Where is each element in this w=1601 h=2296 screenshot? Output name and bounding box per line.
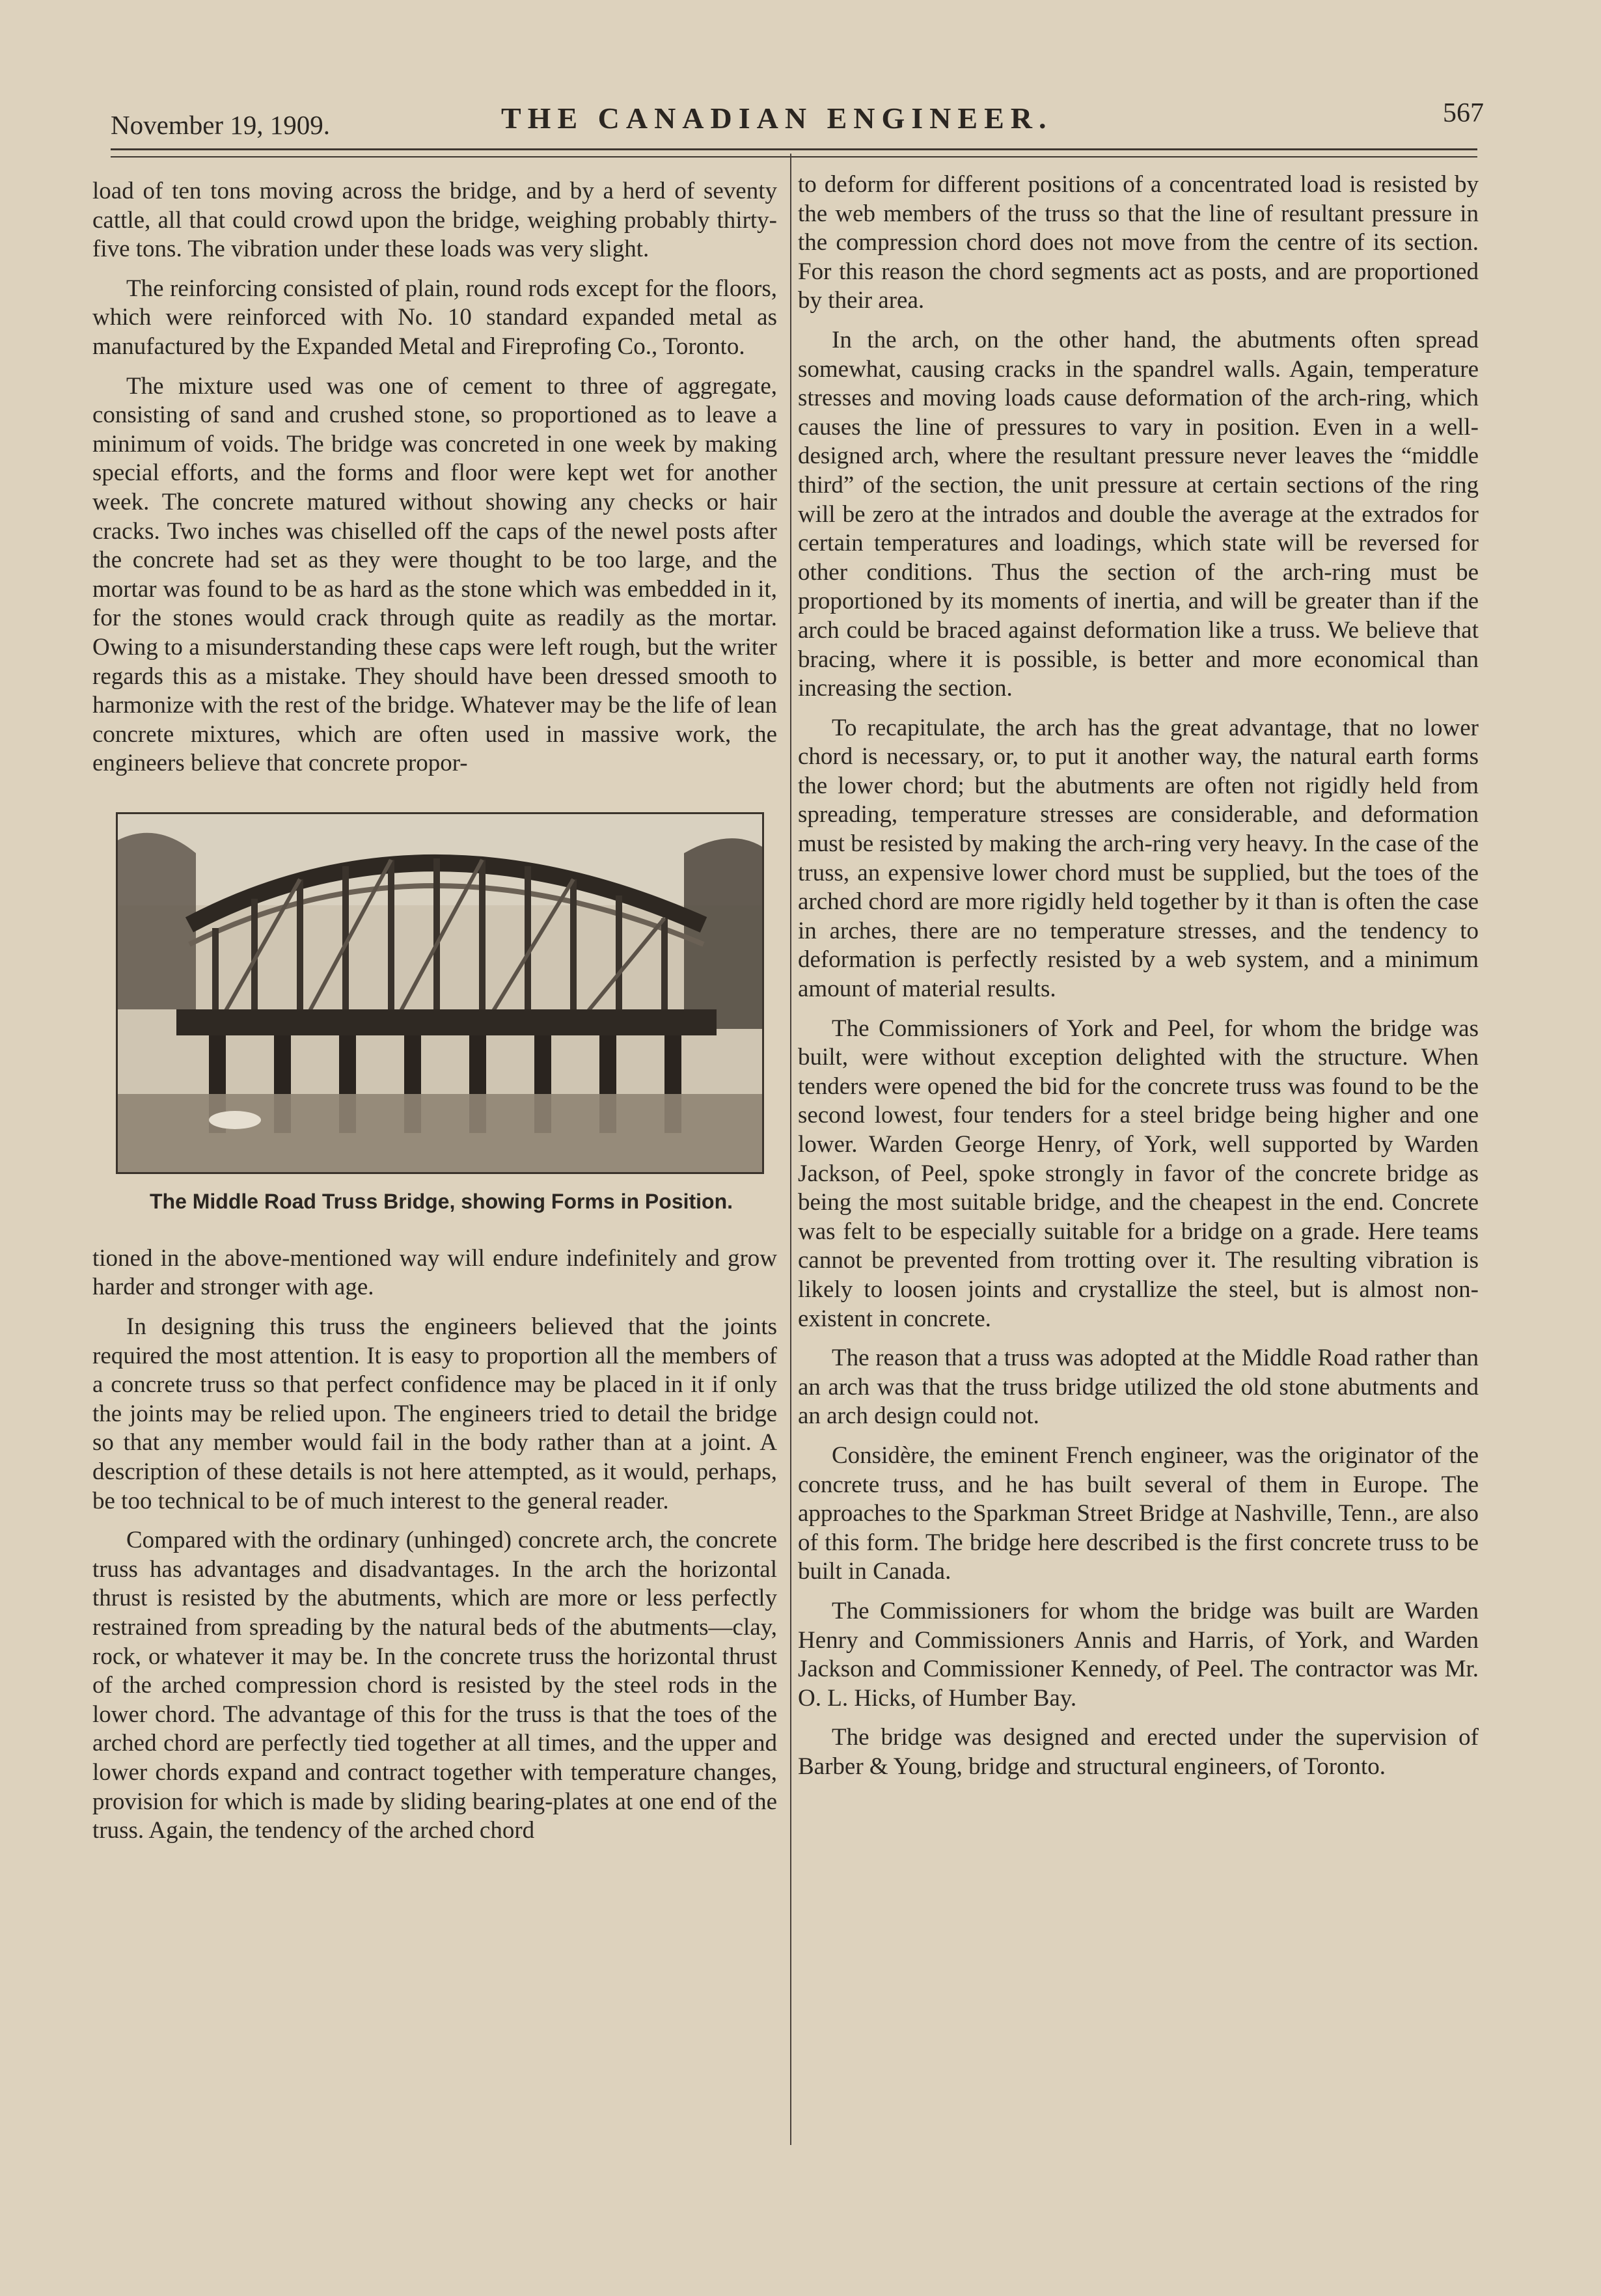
paragraph: The mixture used was one of cement to three of aggregate, consisting of sand and crushed stone, so proportioned as to leave a minimum of voids. The bridge was concreted in one week by making special efforts, and the forms and floor were kept wet for another week. The concrete matured without showing any checks or hair cracks. Two inches was chiselled off the caps of the newel posts after the concrete had set as they were thought to be too large, and the mortar was found to be as hard as the stone which was embedded in it, for the stones would crack through quite as readily as the mortar. Owing to a misunderstanding these caps were left rough, but the writer regards this as a mistake. They should have been dressed smooth to harmonize with the rest of the bridge. Whatever may be the life of lean concrete mixtures, which are often used in massive work, the engineers believe that concrete propor- <box>92 372 777 777</box>
header-rule <box>111 148 1477 150</box>
paragraph: The bridge was designed and erected under the supervision of Barber & Young, bridge and structural engineers, of Toronto. <box>798 1724 1479 1780</box>
paragraph: tioned in the above-mentioned way will endure indefinitely and grow harder and stronger with age. <box>92 1244 777 1301</box>
running-head <box>111 98 1484 150</box>
figure-caption: The Middle Road Truss Bridge, showing Forms in Position. <box>149 1189 733 1213</box>
paragraph: In the arch, on the other hand, the abutments often spread somewhat, causing cracks in the spandrel walls. Again, temperature stresses and moving loads cause deformation of the arch-ring, which causes the line of pressures to vary in position. Even in a well-designed arch, where the resultant pressure never leaves the “middle third” of the section, the unit pressure at certain sections of the ring will be zero at the intrados and double the average at the extrados for certain temperatures and loadings, which state will be reversed for other conditions. Thus the section of the arch-ring must be proportioned by its moments of inertia, and will be greater than if the arch could be braced against deformation like a truss. We believe that bracing, where it is possible, is better and more economical than increasing the section. <box>798 326 1479 702</box>
bridge-photo-illustration <box>118 814 762 1172</box>
page-number: 567 <box>1443 98 1484 128</box>
paragraph: Compared with the ordinary (unhinged) concrete arch, the concrete truss has advantages and disadvantages. In the arch the horizontal thrust is resisted by the abutments, which are more or less perfectly restrained from spreading by the natural beds of the abutments—clay, rock, or whatever it may be. In the concrete truss the horizontal thrust of the arched compression chord is resisted by the steel rods in the lower chord. The advantage of this for the truss is that the toes of the arched chord are perfectly tied together at all times, and the upper and lower chords expand and contract together with temperature changes, provision for which is made by sliding bearing-plates at one end of the truss. Again, the tendency of the arched chord <box>92 1527 777 1844</box>
figure <box>116 812 767 1214</box>
paragraph: Considère, the eminent French engineer, was the originator of the concrete truss, and he has built several of them in Europe. The approaches to the Sparkman Street Bridge at Nashville, Tenn., are also of this form. The bridge here described is the first concrete truss to be built in Canada. <box>798 1442 1479 1585</box>
column-divider <box>790 154 791 2145</box>
paragraph: The reason that a truss was adopted at the Middle Road rather than an arch was that the truss bridge utilized the old stone abutments and an arch design could not. <box>798 1345 1479 1430</box>
paragraph: In designing this truss the engineers believed that the joints required the most attention. It is easy to proportion all the members of a concrete truss so that perfect confidence may be placed in it if only the joints may be relied upon. The engineers tried to detail the bridge so that any member would fail in the body rather than at a joint. A description of these details is not here attempted, as it would, perhaps, be too technical to be of much interest to the general reader. <box>92 1313 777 1514</box>
paragraph: The Commissioners of York and Peel, for whom the bridge was built, were without exception delighted with the structure. When tenders were opened the bid for the concrete truss was found to be the second lowest, four tenders for a steel bridge being higher and one lower. Warden George Henry, of York, well supported by Warden Jackson, of Peel, spoke strongly in favor of the concrete bridge as being the most suitable bridge, and the cheapest in the end. Concrete was felt to be especially suitable for a bridge on a grade. Here teams cannot be prevented from trotting over it. The resulting vibration is likely to loosen joints and crystallize the steel, but is almost non-existent in concrete. <box>798 1015 1479 1332</box>
paragraph: The Commissioners for whom the bridge was built are Warden Henry and Commissioners Annis and Harris, of York, and Warden Jackson and Commissioner Kennedy, of Peel. The contractor was Mr. O. L. Hicks, of Humber Bay. <box>798 1597 1479 1712</box>
right-column <box>798 171 1479 1781</box>
paragraph: The reinforcing consisted of plain, round rods except for the floors, which were reinforced with No. 10 standard expanded metal as manufactured by the Expanded Metal and Fireprofing Co., Toronto. <box>92 275 777 360</box>
bridge-photo <box>116 812 764 1174</box>
issue-date: November 19, 1909. <box>111 110 331 140</box>
journal-title: THE CANADIAN ENGINEER. <box>501 102 1053 135</box>
paragraph: To recapitulate, the arch has the great advantage, that no lower chord is necessary, or, to put it another way, the natural earth forms the lower chord; but the abutments are often not rigidly held from spreading, temperature stresses are considerable, and deformation must be resisted by making the arch-ring very heavy. In the case of the truss, an expensive lower chord must be supplied, but the toes of the arched chord are more rigidly held together by it than is often the case in arches, there are no temperature stresses, and the tendency to deformation is perfectly resisted by a web system, and a minimum amount of material results. <box>798 714 1479 1003</box>
paragraph: to deform for different positions of a concentrated load is resisted by the web members of the truss so that the line of resultant pressure in the compression chord does not move from the centre of its section. For this reason the chord segments act as posts, and are proportioned by their area. <box>798 171 1479 314</box>
header-rule-thin <box>111 156 1477 157</box>
left-column <box>92 177 777 1846</box>
paragraph: load of ten tons moving across the bridge, and by a herd of seventy cattle, all that could crowd upon the bridge, weighing probably thirty-five tons. The vibration under these loads was very slight. <box>92 178 777 263</box>
